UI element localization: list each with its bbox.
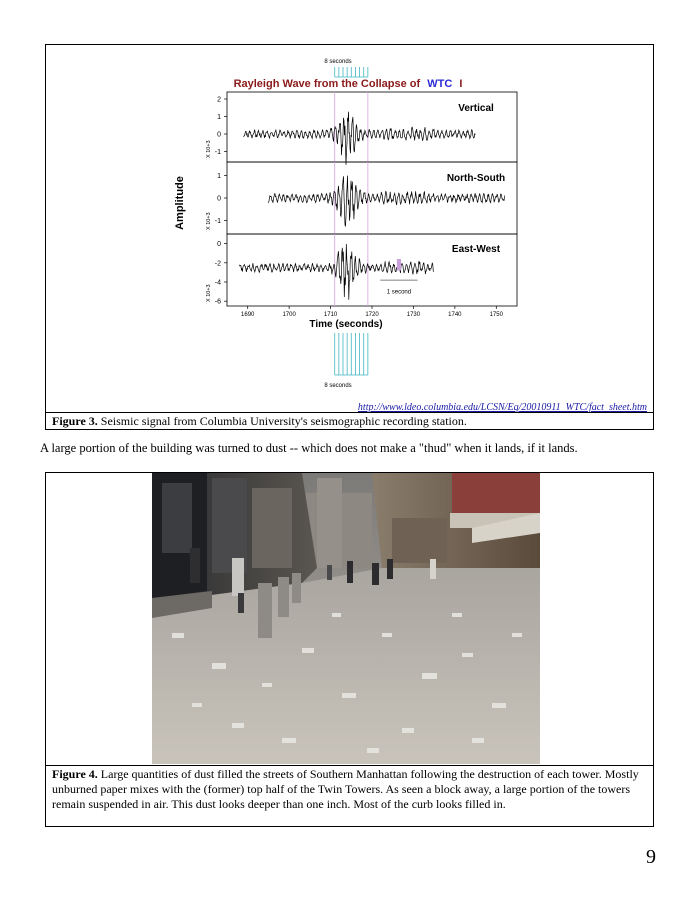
- street-dust-photo: [152, 473, 540, 764]
- x-tick-label: 1690: [241, 312, 255, 318]
- y-tick-label: 2: [217, 96, 221, 104]
- top-bracket-label: 8 seconds: [324, 59, 352, 65]
- panel-name: Vertical: [458, 103, 494, 114]
- y-tick-label: -6: [214, 298, 221, 306]
- x-axis-label: Time (seconds): [309, 319, 383, 330]
- x-tick-label: 1710: [323, 312, 338, 318]
- scale-label: X 10+3: [206, 284, 212, 302]
- x-tick-label: 1700: [282, 312, 296, 318]
- caption-label: Figure 3.: [52, 414, 98, 428]
- page-number: 9: [646, 846, 656, 868]
- panel-vertical: [206, 92, 517, 165]
- figure-3: [45, 44, 654, 430]
- figure-4-caption: [46, 765, 653, 826]
- panel-east-west: [206, 234, 517, 306]
- seismogram-chart: [46, 45, 653, 411]
- chart-title: Rayleigh Wave from the Collapse of WTC I: [233, 78, 463, 90]
- panel-north-south: [206, 162, 517, 234]
- panel-name: North-South: [446, 173, 506, 184]
- x-tick-label: 1740: [448, 312, 462, 318]
- figure-4: [45, 472, 654, 827]
- source-link[interactable]: http://www.ldeo.columbia.edu/LCSN/Eq/20010911_WTC/fact_sheet.htm: [357, 402, 647, 413]
- one-second-marker: [397, 259, 401, 271]
- x-tick-label: 1720: [365, 312, 379, 318]
- waveform-vertical: [244, 112, 476, 165]
- caption-text: Seismic signal from Columbia University's seismographic recording station.: [100, 414, 467, 428]
- x-tick-label: 1730: [406, 312, 421, 318]
- y-tick-label: 0: [217, 241, 221, 249]
- body-paragraph: A large portion of the building was turned to dust -- which does not make a "thud" when it lands, if it lands.: [40, 441, 578, 455]
- y-tick-label: -2: [214, 260, 221, 268]
- bottom-bracket-label: 8 seconds: [324, 383, 352, 389]
- top-bracket-marks: [335, 67, 368, 77]
- scale-label: X 10+3: [206, 212, 212, 230]
- figure-3-caption: [46, 412, 653, 429]
- y-tick-label: -1: [214, 218, 221, 225]
- y-tick-label: -1: [214, 149, 221, 156]
- scale-label: X 10+3: [206, 140, 212, 158]
- caption-text: Large quantities of dust filled the streets of Southern Manhattan following the destruction of each tower. Mostly unburned paper mixes with the (former) top half of the Twin Towers. As seen a block away, a large portion of the towers remain suspended in air. This dust looks deeper than one inch. Most of the curb looks filled in.: [52, 767, 639, 811]
- x-axis: [241, 306, 504, 318]
- y-axis-label: Amplitude: [174, 176, 186, 230]
- y-tick-label: 0: [217, 195, 221, 203]
- panels: [206, 92, 517, 306]
- bottom-bracket-marks: [335, 333, 368, 375]
- y-tick-label: 1: [217, 173, 221, 180]
- y-tick-label: -4: [214, 279, 221, 287]
- caption-label: Figure 4.: [52, 767, 98, 781]
- y-tick-label: 1: [217, 114, 221, 121]
- y-tick-label: 0: [217, 131, 221, 139]
- x-tick-label: 1750: [489, 312, 503, 318]
- panel-name: East-West: [451, 244, 501, 255]
- one-second-label: 1 second: [386, 289, 412, 296]
